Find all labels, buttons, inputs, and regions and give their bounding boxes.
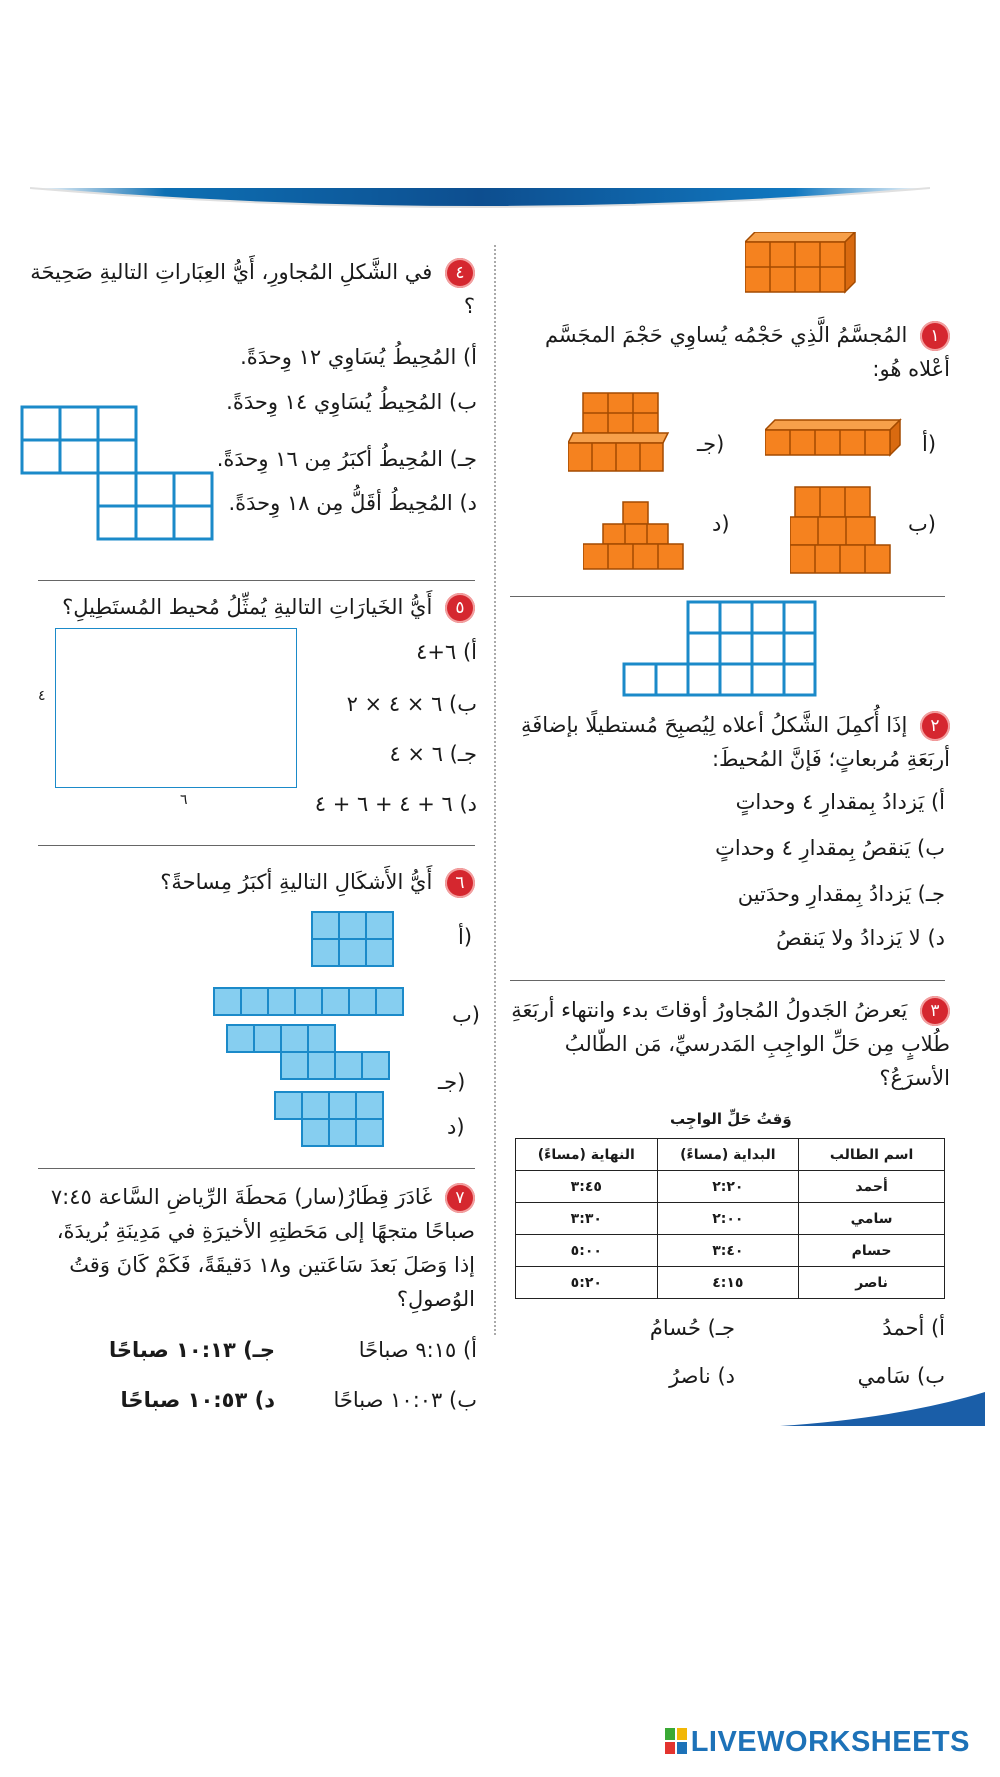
q1-option-a[interactable] xyxy=(922,432,936,456)
table-header-cell: اسم الطالب xyxy=(799,1139,945,1171)
q6-option-c-shape[interactable] xyxy=(225,1023,400,1085)
q1-option-b[interactable] xyxy=(908,512,936,536)
q7-option-a-letter: أ) xyxy=(462,1338,477,1362)
q4-option-a-letter: أ) xyxy=(462,345,477,369)
q4-option-d[interactable] xyxy=(228,491,477,515)
q6-number-badge: ٦ xyxy=(445,868,475,898)
q5-option-d[interactable] xyxy=(315,792,477,816)
q4-option-a-text: المُحِيطُ يُسَاوِي ١٢ وِحدَةً. xyxy=(240,345,457,369)
q1-text: المُجسَّمُ الَّذِي حَجْمُه يُساوِي حَجْمَ المجَسَّم أعْلاه هُو: xyxy=(544,323,950,381)
table-row xyxy=(516,1203,945,1235)
q4-option-a[interactable] xyxy=(240,345,477,369)
q2-option-b-text: يَنقصُ بِمقدارِ ٤ وحداتٍ xyxy=(715,836,911,860)
q7-option-d-letter: د) xyxy=(254,1388,275,1412)
table-row xyxy=(516,1171,945,1203)
q6-option-a-letter: أ) xyxy=(458,925,473,949)
q6-option-d[interactable] xyxy=(447,1115,465,1139)
table-cell: ٣:٤٥ xyxy=(516,1171,658,1203)
q3-option-c-text: حُسامُ xyxy=(649,1316,701,1340)
q2-text: إذَا أُكمِلَ الشَّكلُ أعلاه لِيُصبِحَ مُستطيلًا بإضافَةِ أربَعَةِ مُربعاتٍ؛ فَإنَّ المُحيطَ: xyxy=(520,713,950,771)
q1-option-a-letter: أ) xyxy=(922,432,937,456)
q2-option-d-text: لا يَزدادُ ولا يَنقصُ xyxy=(776,926,921,950)
table-header-cell: النهاية (مساءً) xyxy=(516,1139,658,1171)
q4-grid-figure xyxy=(20,405,220,545)
q7-text: غَادَرَ قِطَارُ(سار) مَحطَةَ الرِّياضِ السَّاعة ٧:٤٥ صباحًا متجهًا إلى مَحَطتِهِ الأخيرَةِ في مَدِينَةِ بُريدَةَ، إذا وَصَلَ بَعدَ سَاعَتين و١٨ دَقيقَةً، فَكَمْ كَانَ وَقتُ الوُصولِ؟ xyxy=(50,1185,475,1311)
q3-option-c-letter: جـ) xyxy=(707,1316,735,1340)
q2-question xyxy=(505,708,950,776)
q2-option-b[interactable] xyxy=(715,836,945,860)
q1-option-d[interactable] xyxy=(712,512,730,536)
q2-option-d-letter: د) xyxy=(927,926,945,950)
q3-option-c[interactable] xyxy=(650,1316,735,1340)
q7-option-b[interactable] xyxy=(334,1388,477,1412)
q1-number-badge: ١ xyxy=(920,321,950,351)
q3-option-d-letter: د) xyxy=(717,1364,735,1388)
q7-option-d-text: ١٠:٥٣ صباحًا xyxy=(120,1388,248,1412)
q3-text: يَعرضُ الجَدولُ المُجاورُ أوقاتَ بدء وانتهاء أربَعَةِ طُلابٍ مِن حَلِّ الواجِبِ المَدرسيِّ، مَن الطّالبُ الأسرَعُ؟ xyxy=(511,998,950,1090)
q5-option-a[interactable] xyxy=(416,640,477,664)
q5-option-c-letter: جـ) xyxy=(449,742,477,766)
q1-option-b-letter: ب) xyxy=(908,512,936,536)
q7-option-b-letter: ب) xyxy=(449,1388,477,1412)
q1-option-d-letter: د) xyxy=(712,512,730,536)
table-cell: ٢:٢٠ xyxy=(657,1171,799,1203)
q3-homework-table xyxy=(515,1138,945,1299)
q4-option-b[interactable] xyxy=(226,390,477,414)
q1-option-c-solid[interactable] xyxy=(568,388,678,478)
q6-option-c-letter: جـ) xyxy=(438,1070,466,1094)
q2-option-a-letter: أ) xyxy=(930,790,945,814)
q7-option-c-letter: جـ) xyxy=(243,1338,275,1362)
q5-option-d-letter: د) xyxy=(459,792,477,816)
table-cell: ناصر xyxy=(799,1267,945,1299)
q3-option-b-text: سَامي xyxy=(857,1364,911,1388)
q4-option-d-letter: د) xyxy=(459,491,477,515)
q5-option-b-text: ٦ × ٤ × ٢ xyxy=(346,692,443,716)
divider-q2-q3 xyxy=(510,980,945,981)
q4-number-badge: ٤ xyxy=(445,258,475,288)
divider-q4-q5 xyxy=(38,580,475,581)
q6-option-a-shape[interactable] xyxy=(310,910,400,970)
q5-number-badge: ٥ xyxy=(445,593,475,623)
q7-option-b-text: ١٠:٠٣ صباحًا xyxy=(333,1388,443,1412)
q3-question xyxy=(505,993,950,1095)
logo-text: LIVEWORKSHEETS xyxy=(690,1726,970,1758)
q5-option-d-text: ٦ + ٤ + ٦ + ٤ xyxy=(314,792,453,816)
q2-option-c-text: يَزدادُ بِمقدارِ وحدَتين xyxy=(737,882,911,906)
q4-option-c-letter: جـ) xyxy=(449,447,477,471)
q2-option-a-text: يَزدادُ بِمقدارِ ٤ وحداتٍ xyxy=(735,790,925,814)
liveworksheets-logo[interactable] xyxy=(665,1726,970,1759)
q6-text: أَيُّ الأَشكَالِ التاليةِ أكبَرُ مِساحةً؟ xyxy=(160,870,433,894)
q6-option-d-letter: د) xyxy=(447,1115,465,1139)
q1-option-d-solid[interactable] xyxy=(583,497,688,572)
table-cell: حسام xyxy=(799,1235,945,1267)
table-cell: سامي xyxy=(799,1203,945,1235)
column-divider xyxy=(494,245,496,1335)
q5-text: أَيُّ الخَيارَاتِ التاليةِ يُمثِّلُ مُحيط المُستَطِيلِ؟ xyxy=(62,595,433,619)
table-cell: ٣:٣٠ xyxy=(516,1203,658,1235)
q1-question xyxy=(520,318,950,386)
q7-option-d[interactable] xyxy=(121,1388,275,1412)
footer-swoosh xyxy=(780,1392,985,1428)
q2-number-badge: ٢ xyxy=(920,711,950,741)
divider-q5-q6 xyxy=(38,845,475,846)
q3-option-d-text: ناصرُ xyxy=(669,1364,711,1388)
q6-option-c[interactable] xyxy=(438,1070,465,1094)
q5-bottom-label: ٦ xyxy=(180,792,188,808)
q2-option-c-letter: جـ) xyxy=(917,882,945,906)
q3-option-a-letter: أ) xyxy=(930,1316,945,1340)
q4-text: في الشَّكلِ المُجاورِ، أَيُّ العِبَاراتِ التاليةِ صَحِيحَة ؟ xyxy=(30,260,475,318)
q7-number-badge: ٧ xyxy=(445,1183,475,1213)
q2-option-a[interactable] xyxy=(736,790,945,814)
table-row xyxy=(516,1235,945,1267)
q5-option-a-text: ٦+٤ xyxy=(416,640,457,664)
q4-option-b-letter: ب) xyxy=(449,390,477,414)
q5-rectangle xyxy=(55,628,297,788)
q3-option-b[interactable] xyxy=(858,1364,945,1388)
q2-grid-figure xyxy=(622,600,817,700)
q6-option-a[interactable] xyxy=(458,925,472,949)
table-header-row xyxy=(516,1139,945,1171)
table-cell: ٤:١٥ xyxy=(657,1267,799,1299)
q1-option-c-letter: جـ) xyxy=(697,432,725,456)
q3-table-title: وَقتُ حَلِّ الواجِب xyxy=(670,1110,792,1128)
q4-option-d-text: المُحِيطُ أقَلُّ مِن ١٨ وِحدَةً. xyxy=(228,491,453,515)
q3-option-d[interactable] xyxy=(669,1364,735,1388)
q5-option-b-letter: ب) xyxy=(449,692,477,716)
q7-option-a-text: ٩:١٥ صباحًا xyxy=(358,1338,457,1362)
header-banner xyxy=(30,186,930,230)
q7-option-a[interactable] xyxy=(359,1338,477,1362)
table-cell: ٢:٠٠ xyxy=(657,1203,799,1235)
q6-option-b-letter: ب) xyxy=(452,1003,480,1027)
q3-option-a[interactable] xyxy=(882,1316,945,1340)
q3-option-b-letter: ب) xyxy=(917,1364,945,1388)
q4-option-c[interactable] xyxy=(217,447,477,471)
q4-question xyxy=(30,255,475,323)
q5-question xyxy=(30,590,475,624)
q5-option-c-text: ٦ × ٤ xyxy=(389,742,443,766)
q5-option-b[interactable] xyxy=(347,692,477,716)
q1-reference-solid xyxy=(745,232,865,302)
q1-option-c[interactable] xyxy=(697,432,724,456)
q6-option-b-shape[interactable] xyxy=(212,986,412,1018)
table-cell: ٣:٤٠ xyxy=(657,1235,799,1267)
divider-q1-q2 xyxy=(510,596,945,597)
q6-question xyxy=(30,865,475,899)
logo-icon xyxy=(665,1728,687,1754)
q2-option-b-letter: ب) xyxy=(917,836,945,860)
table-row xyxy=(516,1267,945,1299)
q3-option-a-text: أحمدُ xyxy=(882,1316,925,1340)
q7-option-c[interactable] xyxy=(109,1338,275,1362)
table-cell: ٥:٢٠ xyxy=(516,1267,658,1299)
table-cell: أحمد xyxy=(799,1171,945,1203)
q3-number-badge: ٣ xyxy=(920,996,950,1026)
q4-option-b-text: المُحِيطُ يُسَاوِي ١٤ وِحدَةً. xyxy=(226,390,443,414)
table-header-cell: البداية (مساءً) xyxy=(657,1139,799,1171)
q1-option-a-solid[interactable] xyxy=(765,410,905,470)
q6-option-b[interactable] xyxy=(452,1003,480,1027)
divider-q6-q7 xyxy=(38,1168,475,1169)
table-cell: ٥:٠٠ xyxy=(516,1235,658,1267)
q7-question xyxy=(30,1180,475,1316)
q2-option-d[interactable] xyxy=(776,926,945,950)
q2-option-c[interactable] xyxy=(738,882,945,906)
q5-side-label: ٤ xyxy=(38,688,46,704)
q7-option-c-text: ١٠:١٣ صباحًا xyxy=(109,1338,236,1362)
q5-option-a-letter: أ) xyxy=(462,640,477,664)
q5-option-c[interactable] xyxy=(389,742,477,766)
q4-option-c-text: المُحِيطُ أكبَرُ مِن ١٦ وِحدَةً. xyxy=(216,447,443,471)
q6-option-d-shape[interactable] xyxy=(273,1090,393,1152)
q1-option-b-solid[interactable] xyxy=(790,482,900,577)
